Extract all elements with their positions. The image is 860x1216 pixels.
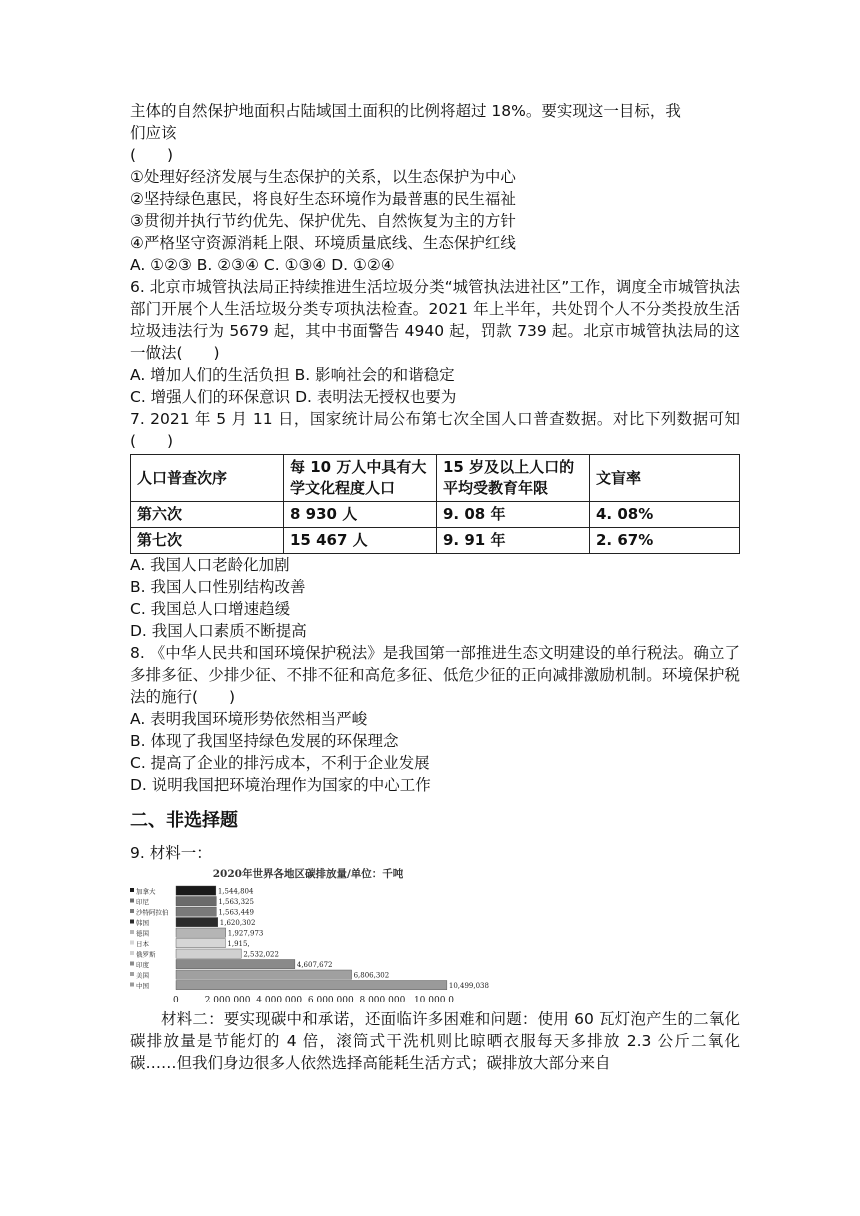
legend-swatch (130, 941, 134, 945)
chart-bar (176, 907, 216, 916)
legend-swatch (130, 972, 134, 976)
data-label: 1,563,325 (218, 898, 254, 906)
category-label: 韩国 (136, 919, 149, 927)
x-tick-label: 4,000,000 (256, 996, 303, 1002)
category-label: 印尼 (136, 898, 149, 906)
q5-line-2: 们应该 (130, 124, 177, 142)
category-label: 日本 (136, 940, 149, 948)
table-cell: 15 467 人 (284, 528, 437, 554)
legend-swatch (130, 962, 134, 966)
category-label: 沙特阿拉伯 (136, 908, 169, 917)
q9-material-2: 材料二：要实现碳中和承诺，还面临许多困难和问题：使用 60 瓦灯泡产生的二氧化碳排放量是节能灯的 4 倍，滚筒式干洗机则比晾晒衣服每天多排放 2.3 公斤二氧化碳……但我们身边很多人依然选择高能耗生活方式；碳排放大部分来自 (130, 1010, 740, 1072)
q8-option-b: B. 体现了我国坚持绿色发展的环保理念 (130, 732, 399, 750)
data-label: 1,620,302 (219, 919, 256, 927)
q5-options: A. ①②③ B. ②③④ C. ①③④ D. ①②④ (130, 256, 395, 274)
q6-options-cd: C. 增强人们的环保意识 D. 表明法无授权也要为 (130, 388, 457, 406)
data-label: 1,563,449 (218, 908, 254, 917)
legend-swatch (130, 888, 134, 892)
q6-options-ab: A. 增加人们的生活负担 B. 影响社会的和谐稳定 (130, 366, 455, 384)
x-tick-label: 2,000,000 (204, 996, 251, 1002)
legend-swatch (130, 930, 134, 934)
section-title: 二、非选择题 (130, 810, 238, 831)
data-label: 6,806,302 (353, 971, 390, 980)
chart-bar (176, 918, 218, 927)
table-header-cell: 每 10 万人中具有大学文化程度人口 (284, 455, 437, 502)
q7-option-c: C. 我国总人口增速趋缓 (130, 600, 291, 618)
legend-swatch (130, 920, 134, 924)
category-label: 美国 (136, 971, 149, 980)
q7-option-d: D. 我国人口素质不断提高 (130, 622, 307, 640)
data-label: 1,544,804 (217, 887, 254, 896)
q8-stem: 8. 《中华人民共和国环境保护税法》是我国第一部推进生态文明建设的单行税法。确立了多排多征、少排少征、不排不征和高危多征、低危少征的正向减排激励机制。环境保护税法的施行( ) (130, 644, 740, 706)
document-page (130, 100, 740, 1074)
legend-swatch (130, 899, 134, 903)
table-cell: 9. 08 年 (437, 502, 590, 528)
chart-bar (176, 960, 295, 969)
q9-intro: 9. 材料一： (130, 844, 212, 862)
table-cell: 4. 08% (590, 502, 740, 528)
chart-bar (176, 970, 352, 979)
category-label: 加拿大 (136, 887, 156, 896)
data-label: 10,499,038 (448, 982, 489, 990)
data-label: 2,532,022 (243, 950, 279, 959)
table-cell: 2. 67% (590, 528, 740, 554)
q5-statement-3: ③贯彻并执行节约优先、保护优先、自然恢复为主的方针 (130, 212, 516, 230)
q7-option-b: B. 我国人口性别结构改善 (130, 578, 306, 596)
table-row (131, 528, 740, 554)
q5-statement-2: ②坚持绿色惠民，将良好生态环境作为最普惠的民生福祉 (130, 190, 516, 208)
table-header-cell: 文盲率 (590, 455, 740, 502)
x-tick-label: 6,000,000 (307, 996, 354, 1002)
emission-chart (130, 866, 740, 1008)
chart-title: 2020年世界各地区碳排放量/单位：千吨 (212, 868, 404, 880)
data-label: 1,927,973 (227, 929, 264, 938)
table-header-cell: 15 岁及以上人口的平均受教育年限 (437, 455, 590, 502)
category-label: 俄罗斯 (136, 950, 156, 959)
q5-answer-blank: ( ) (130, 146, 174, 164)
data-label: 4,607,672 (296, 961, 333, 969)
legend-swatch (130, 983, 134, 987)
q5-statement-1: ①处理好经济发展与生态保护的关系，以生态保护为中心 (130, 168, 516, 186)
legend-swatch (130, 909, 134, 913)
x-tick-label: 0 (173, 996, 179, 1002)
q8-option-d: D. 说明我国把环境治理作为国家的中心工作 (130, 776, 431, 794)
chart-bar (176, 949, 241, 958)
table-header-cell: 人口普查次序 (131, 455, 284, 502)
table-cell: 第六次 (131, 502, 284, 528)
q7-option-a: A. 我国人口老龄化加剧 (130, 556, 290, 574)
chart-bar (176, 886, 216, 895)
chart-bar (176, 981, 447, 990)
category-label: 德国 (136, 929, 149, 938)
table-cell: 9. 91 年 (437, 528, 590, 554)
q5-statement-4: ④严格坚守资源消耗上限、环境质量底线、生态保护红线 (130, 234, 516, 252)
q7-stem: 7. 2021 年 5 月 11 日，国家统计局公布第七次全国人口普查数据。对比下列数据可知( ) (130, 410, 740, 450)
x-tick-label: 8,000,000 (359, 996, 406, 1002)
q6-stem: 6. 北京市城管执法局正持续推进生活垃圾分类“城管执法进社区”工作，调度全市城管执法部门开展个人生活垃圾分类专项执法检查。2021 年上半年，共处罚个人不分类投放生活垃圾违法行为 5679 起，其中书面警告 4940 起，罚款 739 起。北京市城管执法局的这一做法( ) (130, 278, 740, 362)
table-row (131, 502, 740, 528)
chart-bar (176, 897, 216, 906)
chart-bar (176, 939, 225, 948)
emission-bar-chart (130, 866, 490, 1002)
data-label: 1,915, (227, 940, 250, 948)
category-label: 印度 (136, 961, 149, 969)
chart-bar (176, 928, 226, 937)
census-table (130, 454, 740, 554)
legend-swatch (130, 951, 134, 955)
table-cell: 第七次 (131, 528, 284, 554)
q8-option-c: C. 提高了企业的排污成本，不利于企业发展 (130, 754, 430, 772)
table-header-row (131, 455, 740, 502)
category-label: 中国 (136, 982, 149, 990)
q8-option-a: A. 表明我国环境形势依然相当严峻 (130, 710, 368, 728)
table-cell: 8 930 人 (284, 502, 437, 528)
q5-line-1: 主体的自然保护地面积占陆域国土面积的比例将超过 18%。要实现这一目标，我 (130, 102, 681, 120)
x-tick-label: 10,000,0 (413, 996, 455, 1002)
